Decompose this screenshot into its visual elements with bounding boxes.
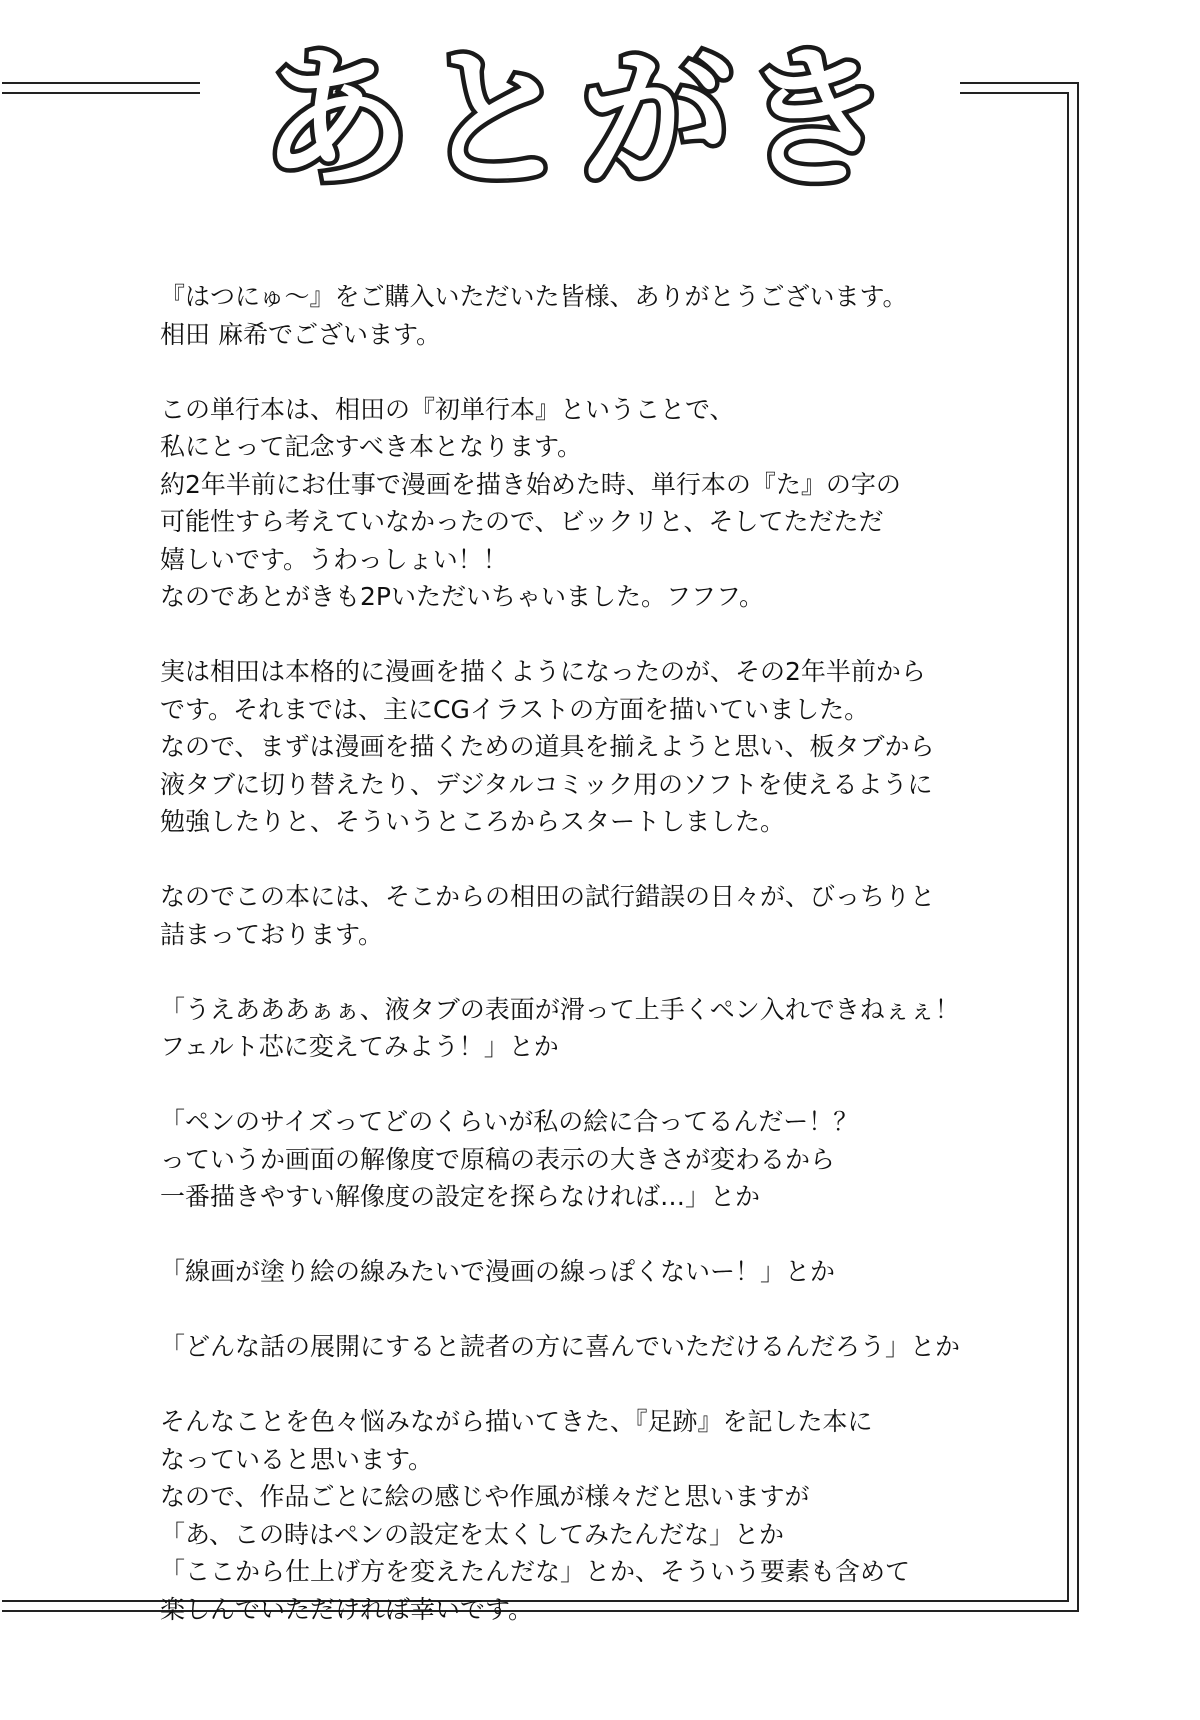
text-line: 「どんな話の展開にすると読者の方に喜んでいただけるんだろう」とか bbox=[160, 1332, 961, 1361]
text-line: 『はつにゅ〜』をご購入いただいた皆様、ありがとうございます。 bbox=[160, 282, 908, 311]
title-banner bbox=[200, 20, 960, 220]
text-line: 実は相田は本格的に漫画を描くようになったのが、その2年半前から bbox=[160, 657, 926, 686]
text-line: 楽しんでいただければ幸いです。 bbox=[160, 1594, 534, 1624]
text-line: 嬉しいです。うわっしょい！！ bbox=[160, 544, 508, 574]
text-line: 「線画が塗り絵の線みたいで漫画の線っぽくないー！」とか bbox=[160, 1257, 836, 1286]
text-line: 「うえあああぁぁ、液タブの表面が滑って上手くペン入れできねぇぇ！ bbox=[160, 994, 960, 1024]
text-line: そんなことを色々悩みながら描いてきた、『足跡』を記した本に bbox=[160, 1407, 873, 1436]
paragraph bbox=[160, 1103, 1040, 1216]
paragraph bbox=[160, 1403, 1040, 1628]
paragraph bbox=[160, 1328, 1040, 1366]
afterword-body bbox=[160, 278, 1040, 1628]
text-line: 私にとって記念すべき本となります。 bbox=[160, 432, 583, 461]
text-line: 勉強したりと、そういうところからスタートしました。 bbox=[160, 807, 786, 836]
paragraph bbox=[160, 653, 1040, 841]
text-line: フェルト芯に変えてみよう！」とか bbox=[160, 1032, 559, 1061]
text-line: なので、まずは漫画を描くための道具を揃えようと思い、板タブから bbox=[160, 732, 935, 761]
text-line: 一番描きやすい解像度の設定を探らなければ…」とか bbox=[160, 1182, 761, 1211]
paragraph bbox=[160, 1253, 1040, 1291]
text-line: 「ここから仕上げ方を変えたんだな」とか、そういう要素も含めて bbox=[160, 1557, 911, 1586]
text-line: なっていると思います。 bbox=[160, 1444, 434, 1474]
text-line: なのであとがきも2Pいただいちゃいました。フフフ。 bbox=[160, 582, 764, 611]
page-title: あとがき bbox=[260, 31, 900, 208]
text-line: 相田 麻希でございます。 bbox=[160, 319, 441, 349]
paragraph bbox=[160, 391, 1040, 616]
text-line: この単行本は、相田の『初単行本』ということで、 bbox=[160, 394, 735, 424]
paragraph bbox=[160, 878, 1040, 953]
text-line: 約2年半前にお仕事で漫画を描き始めた時、単行本の『た』の字の bbox=[160, 469, 901, 499]
text-line: 詰まっております。 bbox=[160, 919, 384, 949]
text-line: っていうか画面の解像度で原稿の表示の大きさが変わるから bbox=[160, 1144, 836, 1174]
text-line: なので、作品ごとに絵の感じや作風が様々だと思いますが bbox=[160, 1482, 810, 1511]
text-line: 「ペンのサイズってどのくらいが私の絵に合ってるんだー！？ bbox=[160, 1107, 859, 1136]
paragraph bbox=[160, 991, 1040, 1066]
paragraph bbox=[160, 278, 1040, 353]
text-line: 液タブに切り替えたり、デジタルコミック用のソフトを使えるように bbox=[160, 769, 933, 799]
text-line: 「あ、この時はペンの設定を太くしてみたんだな」とか bbox=[160, 1519, 785, 1549]
text-line: 可能性すら考えていなかったので、ビックリと、そしてただただ bbox=[160, 507, 884, 536]
text-line: なのでこの本には、そこからの相田の試行錯誤の日々が、びっちりと bbox=[160, 882, 936, 911]
text-line: です。それまでは、主にCGイラストの方面を描いていました。 bbox=[160, 694, 870, 724]
